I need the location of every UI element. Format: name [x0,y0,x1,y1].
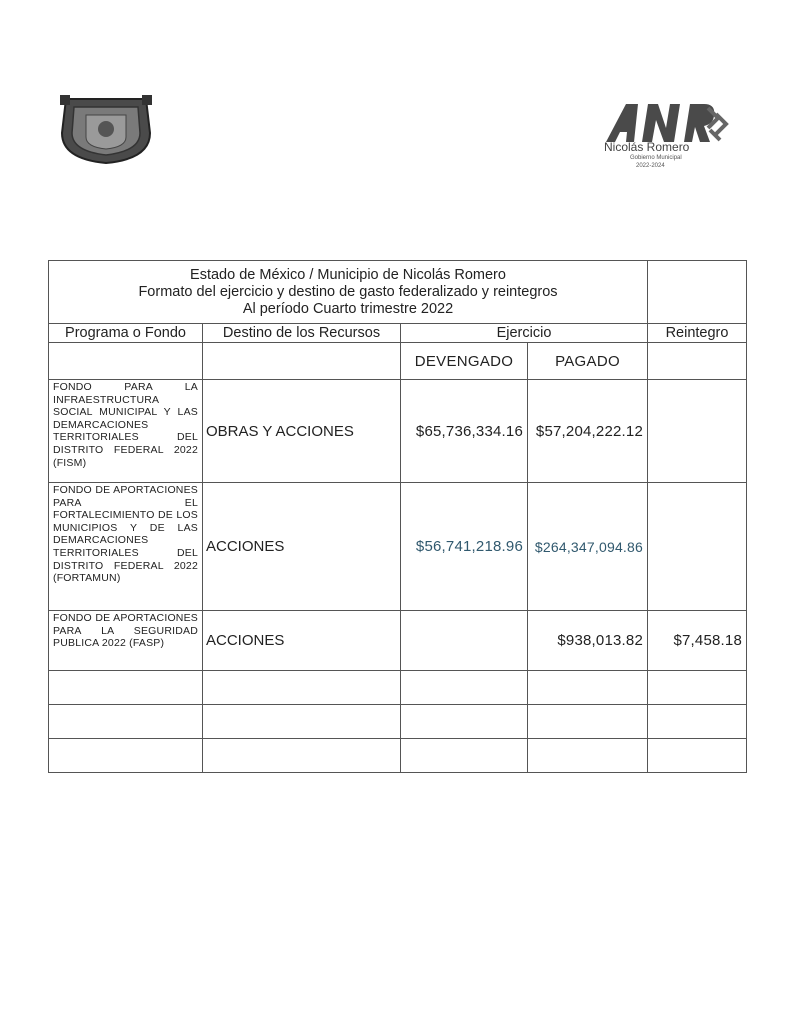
empty-row [49,739,747,773]
empty-row [49,705,747,739]
title-row [49,261,747,324]
title-line-1: Estado de México / Municipio de Nicolás Romero [190,266,506,283]
fund-reintegro: $7,458.18 [648,611,747,671]
subheader-row [49,343,747,380]
fund-destination: ACCIONES [203,483,401,611]
title-line-3: Al período Cuarto trimestre 2022 [242,300,454,317]
brand-subtitle: Gobierno Municipal [630,155,682,161]
fund-reintegro [648,380,747,483]
brand-period: 2022-2024 [636,163,665,169]
col-devengado: DEVENGADO [401,343,528,380]
table-row [49,483,747,611]
title-empty-cell [648,261,747,324]
fund-devengado: $56,741,218.96 [401,483,528,611]
fund-pagado: $264,347,094.86 [528,483,648,611]
fund-devengado: $65,736,334.16 [401,380,528,483]
fund-name: FONDO DE APORTACIONES PARA EL FORTALECIMIENTO DE LOS MUNICIPIOS Y DE LAS DEMARCACIONES TERRITORIALES DEL DISTRITO FEDERAL 2022 (FORTAMUN) [49,483,203,611]
col-programa: Programa o Fondo [49,324,203,343]
col-reintegro: Reintegro [648,324,747,343]
fund-devengado [401,611,528,671]
header-row [49,324,747,343]
report-table [48,260,747,773]
fund-pagado: $938,013.82 [528,611,648,671]
subheader-empty [203,343,401,380]
table-row [49,380,747,483]
empty-row [49,671,747,705]
subheader-empty [648,343,747,380]
fund-name: FONDO PARA LA INFRAESTRUCTURA SOCIAL MUNICIPAL Y LAS DEMARCACIONES TERRITORIALES DEL DISTRITO FEDERAL 2022 (FISM) [49,380,203,483]
fund-pagado: $57,204,222.12 [528,380,648,483]
col-ejercicio: Ejercicio [401,324,648,343]
table-row [49,611,747,671]
subheader-empty [49,343,203,380]
fund-destination: ACCIONES [203,611,401,671]
fund-destination: OBRAS Y ACCIONES [203,380,401,483]
col-destino: Destino de los Recursos [203,324,401,343]
title-line-2: Formato del ejercicio y destino de gasto federalizado y reintegros [138,283,558,300]
report-title [49,261,648,324]
col-pagado: PAGADO [528,343,648,380]
fund-name: FONDO DE APORTACIONES PARA LA SEGURIDAD PUBLICA 2022 (FASP) [49,611,203,671]
fund-reintegro [648,483,747,611]
brand-name: Nicolás Romero [604,140,690,154]
seal-icon [58,93,154,165]
municipal-logo [600,100,735,178]
